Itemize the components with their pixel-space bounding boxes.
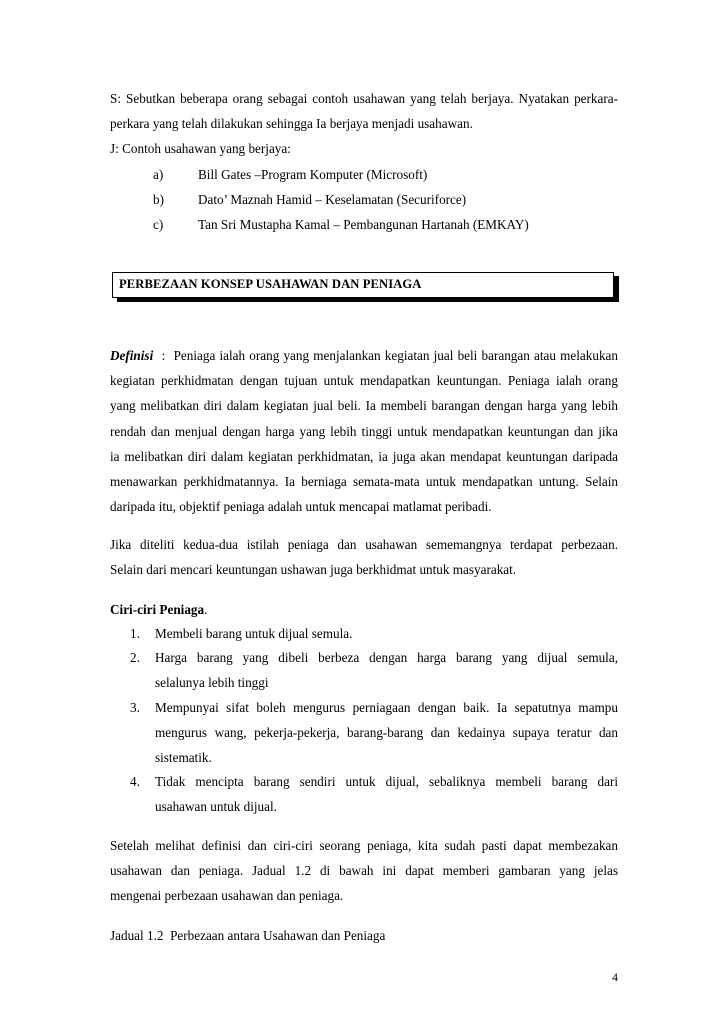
comparison-line: Selain dari mencari keuntungan ushawan juga berkhidmat untuk masyarakat.	[110, 562, 517, 578]
traits-title-line	[110, 597, 618, 622]
answer-item-text: Dato’ Maznah Hamid – Keselamatan (Securiforce)	[198, 192, 467, 207]
definition-line	[110, 343, 618, 368]
section-heading: PERBEZAAN KONSEP USAHAWAN DAN PENIAGA	[119, 277, 422, 291]
answer-item	[110, 162, 618, 187]
definition-text: Peniaga ialah orang yang menjalankan kegiatan jual beli barangan atau melakukan	[173, 348, 618, 363]
definition-line: daripada itu, objektif peniaga adalah untuk mencapai matlamat peribadi.	[110, 499, 492, 515]
question-paragraph	[110, 86, 618, 162]
traits-title-suffix: .	[204, 602, 208, 617]
trait-line: Membeli barang untuk dijual semula.	[155, 626, 353, 641]
section-heading-box	[112, 272, 614, 298]
comparison-paragraph	[110, 532, 618, 582]
table-caption-line	[110, 923, 618, 948]
definition-label: Definisi	[110, 348, 154, 363]
definition-line: ia melibatkan diri dalam kegiatan perkhidmatan, ia juga akan mendapat keuntungan daripada	[110, 448, 618, 464]
answer-item-mark: b)	[153, 192, 164, 207]
answer-item-mark: c)	[153, 217, 164, 232]
definition-line: menawarkan perkhidmatannya. Ia berniaga semata-mata untuk mendapatkan untung. Selain	[110, 473, 618, 489]
trait-line: mengurus wang, pekerja-pekerja, barang-barang dan kedainya supaya teratur dan	[155, 724, 618, 740]
answer-intro: J: Contoh usahawan yang berjaya:	[110, 141, 291, 157]
answer-item	[110, 212, 618, 237]
conclusion-line: mengenai perbezaan usahawan dan peniaga.	[110, 888, 344, 904]
table-caption: Jadual 1.2 Perbezaan antara Usahawan dan Peniaga	[110, 928, 386, 943]
conclusion-line: usahawan dan peniaga. Jadual 1.2 di bawah ini dapat memberi gambaran yang jelas	[110, 863, 618, 879]
trait-number: 2.	[130, 650, 140, 665]
trait-line: Harga barang yang dibeli berbeza dengan harga barang yang dijual semula,	[155, 650, 618, 665]
definition-line: rendah dan menjual dengan harga yang lebih tinggi untuk mendapatkan keuntungan dan jika	[110, 423, 618, 439]
conclusion-line: Setelah melihat definisi dan ciri-ciri seorang peniaga, kita sudah pasti dapat membezakan	[110, 838, 618, 853]
traits-title: Ciri-ciri Peniaga	[110, 602, 205, 617]
trait-number: 4.	[130, 774, 140, 789]
answer-item-mark: a)	[153, 167, 164, 182]
page-number: 4	[612, 970, 618, 984]
trait-line: sistematik.	[155, 749, 212, 765]
trait-line: selalunya lebih tinggi	[155, 674, 269, 690]
trait-number: 1.	[130, 626, 140, 641]
definition-line: kegiatan perkhidmatan dengan tujuan untuk mendapatkan keuntungan. Peniaga ialah orang	[110, 373, 618, 389]
question-line: S: Sebutkan beberapa orang sebagai contoh usahawan yang telah berjaya. Nyatakan perkara-	[110, 91, 618, 106]
trait-line: Mempunyai sifat boleh mengurus perniagaan dengan baik. Ia sepatutnya mampu	[155, 700, 618, 715]
definition-separator: :	[153, 348, 174, 363]
definition-paragraph	[110, 343, 618, 519]
question-line: perkara yang telah dilakukan sehingga Ia berjaya menjadi usahawan.	[110, 116, 473, 132]
trait-line: usahawan untuk dijual.	[155, 798, 277, 814]
answer-item-text: Bill Gates –Program Komputer (Microsoft)	[198, 167, 428, 182]
answer-item	[110, 187, 618, 212]
conclusion-paragraph	[110, 833, 618, 909]
trait-number: 3.	[130, 700, 140, 715]
trait-line: Tidak mencipta barang sendiri untuk dijual, sebaliknya membeli barang dari	[155, 774, 618, 789]
comparison-line: Jika diteliti kedua-dua istilah peniaga dan usahawan sememangnya terdapat perbezaan.	[110, 537, 618, 552]
answer-item-text: Tan Sri Mustapha Kamal – Pembangunan Hartanah (EMKAY)	[198, 217, 529, 232]
definition-line: yang melibatkan diri dalam kegiatan jual beli. Ia membeli barangan dengan harga yang lebih	[110, 398, 618, 414]
